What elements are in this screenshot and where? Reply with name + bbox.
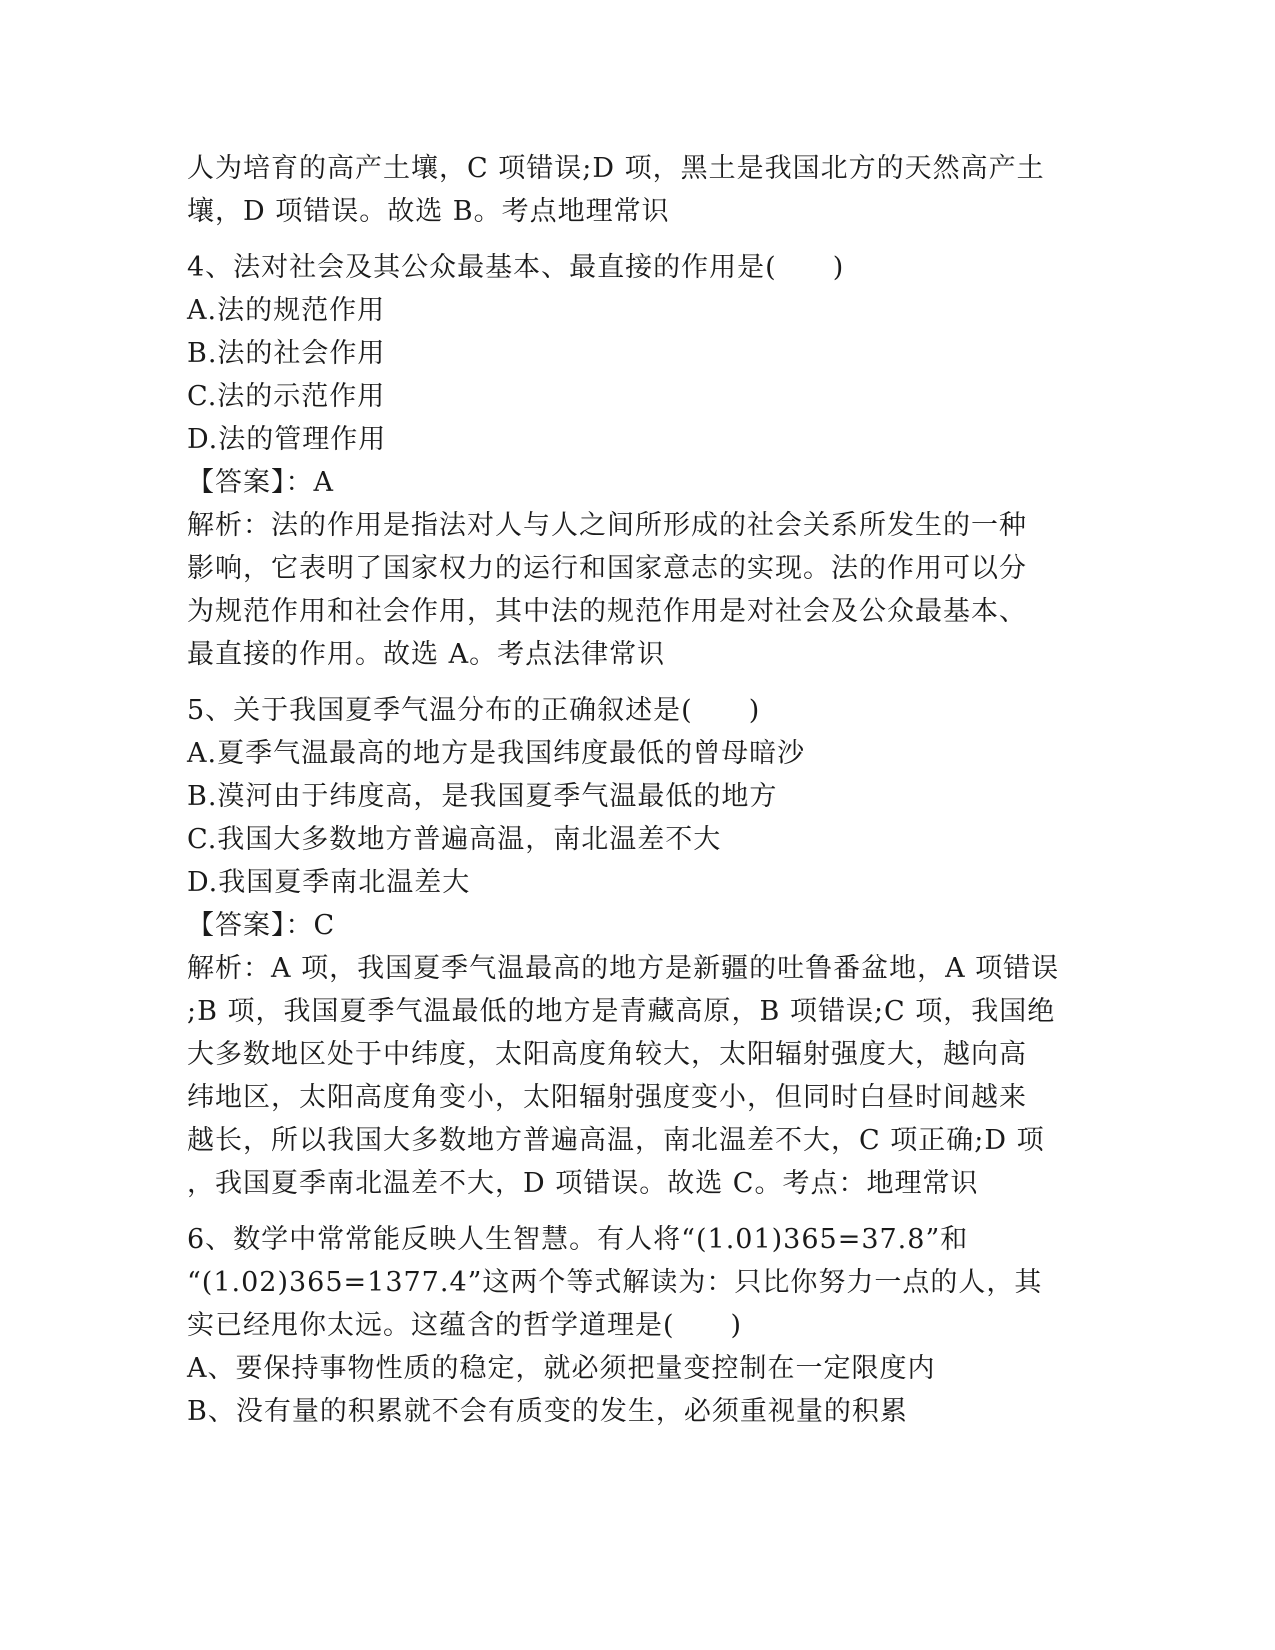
option-d: D.法的管理作用 xyxy=(187,424,387,455)
question-text: 4、法对社会及其公众最基本、最直接的作用是( ) xyxy=(187,252,845,283)
analysis-line: 最直接的作用。故选 A。考点法律常识 xyxy=(187,639,666,670)
question-text: “(1.02)365=1377.4”这两个等式解读为：只比你努力一点的人，其 xyxy=(187,1267,1043,1298)
paragraph-continuation xyxy=(187,147,1092,233)
question-4 xyxy=(187,246,1092,676)
analysis-line: 大多数地区处于中纬度，太阳高度角较大，太阳辐射强度大，越向高 xyxy=(187,1039,1027,1070)
option-a: A.夏季气温最高的地方是我国纬度最低的曾母暗沙 xyxy=(187,738,806,769)
option-c: C.我国大多数地方普遍高温，南北温差不大 xyxy=(187,824,722,855)
analysis-line: 影响，它表明了国家权力的运行和国家意志的实现。法的作用可以分 xyxy=(187,553,1027,584)
answer-line: 【答案】：A xyxy=(187,467,334,498)
analysis-line: 为规范作用和社会作用，其中法的规范作用是对社会及公众最基本、 xyxy=(187,596,1027,627)
analysis-line: 解析：法的作用是指法对人与人之间所形成的社会关系所发生的一种 xyxy=(187,510,1027,541)
question-text: 5、关于我国夏季气温分布的正确叙述是( ) xyxy=(187,695,761,726)
analysis-line: 越长，所以我国大多数地方普遍高温，南北温差不大，C 项正确;D 项 xyxy=(187,1125,1045,1156)
analysis-line: ;B 项，我国夏季气温最低的地方是青藏高原，B 项错误;C 项，我国绝 xyxy=(187,996,1056,1027)
option-a: A.法的规范作用 xyxy=(187,295,386,326)
answer-line: 【答案】：C xyxy=(187,910,336,941)
option-d: D.我国夏季南北温差大 xyxy=(187,867,471,898)
analysis-line: ，我国夏季南北温差不大，D 项错误。故选 C。考点：地理常识 xyxy=(187,1168,979,1199)
question-text: 6、数学中常常能反映人生智慧。有人将“(1.01)365=37.8”和 xyxy=(187,1224,969,1255)
text-line: 人为培育的高产土壤，C 项错误;D 项，黑土是我国北方的天然高产土 xyxy=(187,153,1045,184)
option-c: C.法的示范作用 xyxy=(187,381,386,412)
option-b: B.法的社会作用 xyxy=(187,338,386,369)
option-a: A、要保持事物性质的稳定，就必须把量变控制在一定限度内 xyxy=(187,1353,936,1384)
document-body xyxy=(187,147,1092,1433)
question-6 xyxy=(187,1218,1092,1433)
analysis-line: 解析：A 项，我国夏季气温最高的地方是新疆的吐鲁番盆地，A 项错误 xyxy=(187,953,1060,984)
question-5 xyxy=(187,689,1092,1205)
text-line: 壤，D 项错误。故选 B。考点地理常识 xyxy=(187,196,670,227)
analysis-line: 纬地区，太阳高度角变小，太阳辐射强度变小，但同时白昼时间越来 xyxy=(187,1082,1027,1113)
option-b: B、没有量的积累就不会有质变的发生，必须重视量的积累 xyxy=(187,1396,908,1427)
question-text: 实已经甩你太远。这蕴含的哲学道理是( ) xyxy=(187,1310,743,1341)
option-b: B.漠河由于纬度高，是我国夏季气温最低的地方 xyxy=(187,781,778,812)
